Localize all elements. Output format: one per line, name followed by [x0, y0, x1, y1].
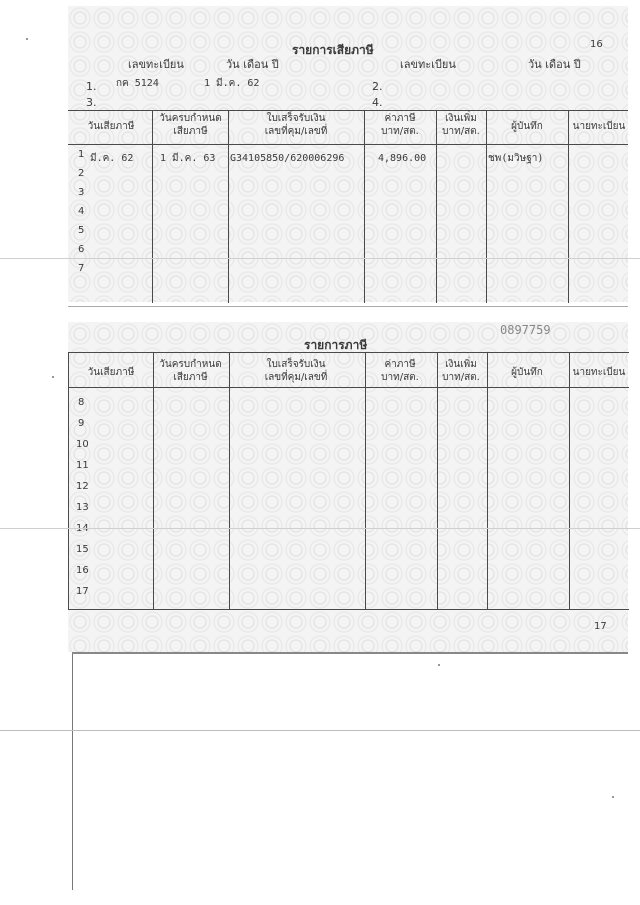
t1-row1-recorder: ชพ(มวิษฐา) [488, 153, 544, 164]
t1-header-receipt: ใบเสร็จรับเงิน เลขที่คุม/เลขที่ [264, 113, 328, 137]
scan-line [0, 528, 640, 529]
right-reg-label: เลขทะเบียน [400, 58, 456, 71]
t2-header-pay-date: วันเสียภาษี [87, 367, 135, 378]
t2-row-num: 15 [76, 544, 89, 555]
t1-row-num: 7 [78, 263, 85, 274]
entry-num-1: 1. [86, 80, 97, 93]
scan-speck [26, 38, 28, 40]
t2-row-num: 9 [78, 418, 85, 429]
t1-header-surcharge: เงินเพิ่ม บาท/สต. [442, 113, 480, 137]
t2-header-registrar: นายทะเบียน [572, 367, 626, 378]
entry-reg-1: กค 5124 [116, 78, 159, 89]
tax-table-1 [68, 110, 628, 303]
left-margin-line-lower [72, 650, 73, 890]
stamp-number: 0897759 [500, 323, 551, 337]
left-date-label: วัน เดือน ปี [226, 58, 279, 71]
page-number-top: 16 [590, 39, 603, 50]
t2-row-num: 11 [76, 460, 89, 471]
entry-num-2: 2. [372, 80, 383, 93]
right-date-label: วัน เดือน ปี [528, 58, 581, 71]
t1-header-due-date: วันครบกำหนด เสียภาษี [159, 113, 222, 137]
t1-header-pay-date: วันเสียภาษี [87, 121, 135, 132]
t2-row-num: 13 [76, 502, 89, 513]
t1-row1-receipt: G34105850/620006296 [230, 153, 345, 164]
t1-row1-tax: 4,896.00 [378, 153, 427, 164]
t1-row1-due-date: 1 มี.ค. 63 [160, 153, 216, 164]
t2-row-num: 10 [76, 439, 89, 450]
section2-title: รายการภาษี [304, 338, 368, 352]
t1-row1-pay-date: มี.ค. 62 [90, 153, 134, 164]
t2-header-tax: ค่าภาษี บาท/สต. [381, 359, 419, 383]
t2-row-num: 16 [76, 565, 89, 576]
t2-row-num: 8 [78, 397, 85, 408]
scan-speck [438, 664, 440, 666]
t2-row-num: 17 [76, 586, 89, 597]
scan-speck [52, 376, 54, 378]
bottom-edge-line [72, 652, 628, 654]
t2-header-recorder: ผู้บันทึก [511, 367, 543, 378]
scan-line [0, 258, 640, 259]
t1-row-num: 6 [78, 244, 85, 255]
t1-row-num: 4 [78, 206, 85, 217]
section-separator [68, 306, 628, 307]
entry-num-3: 3. [86, 96, 97, 109]
t1-row-num: 1 [78, 149, 85, 160]
left-reg-label: เลขทะเบียน [128, 58, 184, 71]
page-number-bottom: 17 [594, 621, 607, 632]
t1-row-num: 2 [78, 168, 85, 179]
t2-header-due-date: วันครบกำหนด เสียภาษี [159, 359, 222, 383]
tax-table-2 [68, 352, 629, 610]
t1-row-num: 5 [78, 225, 85, 236]
t2-header-surcharge: เงินเพิ่ม บาท/สต. [442, 359, 480, 383]
entry-num-4: 4. [372, 96, 383, 109]
t1-header-tax: ค่าภาษี บาท/สต. [381, 113, 419, 137]
t2-header-receipt: ใบเสร็จรับเงิน เลขที่คุม/เลขที่ [264, 359, 328, 383]
t1-row-num: 3 [78, 187, 85, 198]
section1-title: รายการเสียภาษี [292, 43, 374, 57]
scan-line [0, 730, 640, 731]
scan-speck [612, 796, 614, 798]
entry-date-1: 1 มี.ค. 62 [204, 78, 260, 89]
t1-header-registrar: นายทะเบียน [572, 121, 626, 132]
t2-row-num: 12 [76, 481, 89, 492]
t1-header-recorder: ผู้บันทึก [511, 121, 543, 132]
